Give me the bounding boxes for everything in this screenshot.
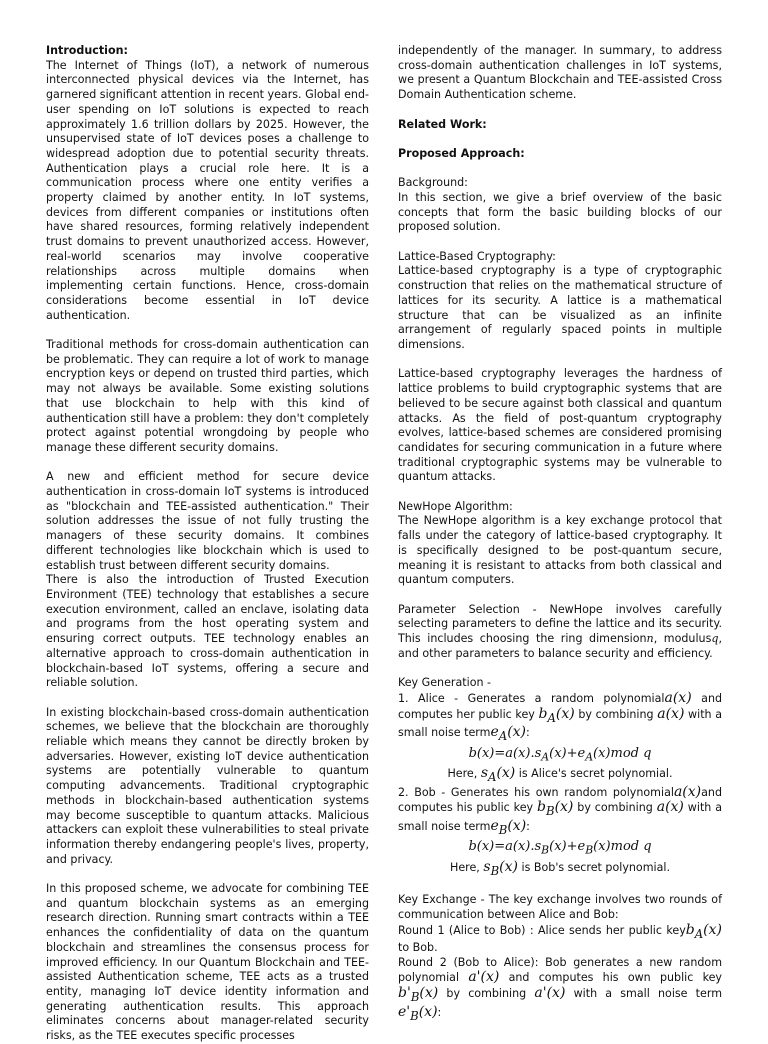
- background-title: Background:: [398, 176, 468, 190]
- alice-equation: $b(x)=a(x).s_A(x)+e_A(x)mod$ q: [468, 745, 652, 764]
- parameter-selection: Parameter Selection - NewHope involves carefully selecting parameters to define the lattice and its security. This includes choosing the ring dimensionn, modulusq, and other parameters to balance security and efficiency.: [398, 602, 722, 660]
- introduction-heading: Introduction:: [46, 44, 128, 57]
- key-generation-title: Key Generation -: [398, 676, 492, 690]
- intro-paragraph-1: The Internet of Things (IoT), a network of numerous interconnected physical devices via the Internet, has garnered significant attention in recent years. Global end-user spending on IoT solutions is expected to reach approximately 1.6 trillion dollars by 2025. However, the unsupervised state of IoT devices poses a challenge to widespread adoption due to potential security threats. Authentication plays a crucial role here. It is a communication process where one entity verifies a property claimed by another entity. In IoT systems, devices from different companies or institutions often have shared resources, forming relatively independent trust domains to prevent unauthorized access. However, real-world scenarios may involve cooperative relationships across multiple domains when implementing certain functions. Hence, cross-domain considerations become essential in IoT device authentication.: [46, 58, 369, 322]
- newhope-text: The NewHope algorithm is a key exchange protocol that falls under the category of lattice-based cryptography. It is specifically designed to be post-quantum secure, meaning it is resistant to attacks from both classical and quantum computers.: [398, 514, 722, 587]
- intro-paragraph-3: A new and efficient method for secure device authentication in cross-domain IoT systems is introduced as "blockchain and TEE-assisted authentication." Their solution addresses the issue of not fully trusting the managers of these security domains. It combines different technologies like blockchain which is used to establish trust between different security domains.: [46, 470, 369, 572]
- round-1: Round 1 (Alice to Bob) : Alice sends her public keyb$_A$(x) to Bob.: [398, 921, 722, 954]
- alice-secret-note: Here, $s_A(x)$ is Alice's secret polynomial.: [447, 765, 673, 784]
- lattice-title: Lattice-Based Cryptography:: [398, 249, 556, 263]
- intro-paragraph-7: independently of the manager. In summary, to address cross-domain authentication challenges in IoT systems, we present a Quantum Blockchain and TEE-assisted Cross Domain Authentication scheme.: [398, 44, 722, 102]
- key-exchange-text: Key Exchange - The key exchange involves two rounds of communication between Alice and Bob:: [398, 893, 722, 921]
- lattice-paragraph-2: Lattice-based cryptography leverages the hardness of lattice problems to build cryptographic systems that are believed to be secure against both classical and quantum attacks. As the field of post-quantum cryptography evolves, lattice-based schemes are considered promising candidates for securing communication in a future where traditional cryptographic systems may be vulnerable to quantum attacks.: [398, 367, 722, 484]
- intro-paragraph-5: In existing blockchain-based cross-domain authentication schemes, we believe that the blockchain are thoroughly reliable which means they cannot be directly broken by adversaries. However, existing IoT device authentication systems are potentially vulnerable to quantum computing advancements. Traditional cryptographic methods in blockchain-based authentication systems may become susceptible to quantum attacks. Malicious attackers can exploit these vulnerabilities to steal private information thereby endangering people's lives, property, and privacy.: [46, 705, 369, 866]
- bob-equation: $b(x)=a(x).s_B(x)+e_B(x)mod$ q: [468, 839, 652, 857]
- intro-paragraph-6: In this proposed scheme, we advocate for combining TEE and quantum blockchain systems as an emerging research direction. Running smart contracts within a TEE enhances the confidentiality of data on the quantum blockchain and streamlines the consensus process for improved efficiency. In our Quantum Blockchain and TEE-assisted Authentication scheme, TEE acts as a trusted entity, managing IoT device identity information and generating authentication results. This approach eliminates concerns about manager-related security risks, as the TEE executes specific processes: [46, 882, 369, 1043]
- right-column: [398, 44, 722, 1023]
- round-2: Round 2 (Bob to Alice): Bob generates a new random polynomial a'(x) and computes his own public key $b'_B(x)$ by combining a'(x) with a small noise term $e'_B(x)$:: [398, 955, 723, 1023]
- bob-secret-note: Here, $s_B(x)$ is Bob's secret polynomial.: [450, 858, 670, 878]
- proposed-approach-heading: Proposed Approach:: [398, 146, 525, 160]
- background-text: In this section, we give a brief overview of the basic concepts that form the basic building blocks of our proposed solution.: [398, 190, 722, 234]
- keygen-bob: 2. Bob - Generates his own random polynomiala(x)and computes his public key $b_B(x)$ by combining a(x) with a small noise terme$_B$(x):: [398, 783, 723, 837]
- intro-paragraph-4: There is also the introduction of Trusted Execution Environment (TEE) technology that establishes a secure execution environment, called an enclave, isolating data and programs from the host operating system and ensuring correct outputs. TEE technology enables an alternative approach to cross-domain authentication in blockchain-based IoT systems, offering a secure and reliable solution.: [46, 573, 369, 690]
- left-column: [46, 44, 369, 1044]
- intro-paragraph-2: Traditional methods for cross-domain authentication can be problematic. They can require a lot of work to manage encryption keys or depend on trusted third parties, which may not always be available. Some existing solutions that use blockchain to help with this kind of authentication still have a problem: they don't completely protect against potential wrongdoing by people who manage these different security domains.: [46, 338, 369, 454]
- related-work-heading: Related Work:: [398, 117, 487, 131]
- newhope-title: NewHope Algorithm:: [398, 499, 513, 513]
- lattice-paragraph-1: Lattice-based cryptography is a type of cryptographic construction that relies on the mathematical structure of lattices for its security. A lattice is a mathematical structure that can be visualized as an infinite arrangement of regularly spaced points in multiple dimensions.: [398, 264, 722, 351]
- keygen-alice: 1. Alice - Generates a random polynomiala(x) and computes her public key $b_A(x)$ by combining a(x) with a small noise terme$_A$(x):: [398, 689, 723, 743]
